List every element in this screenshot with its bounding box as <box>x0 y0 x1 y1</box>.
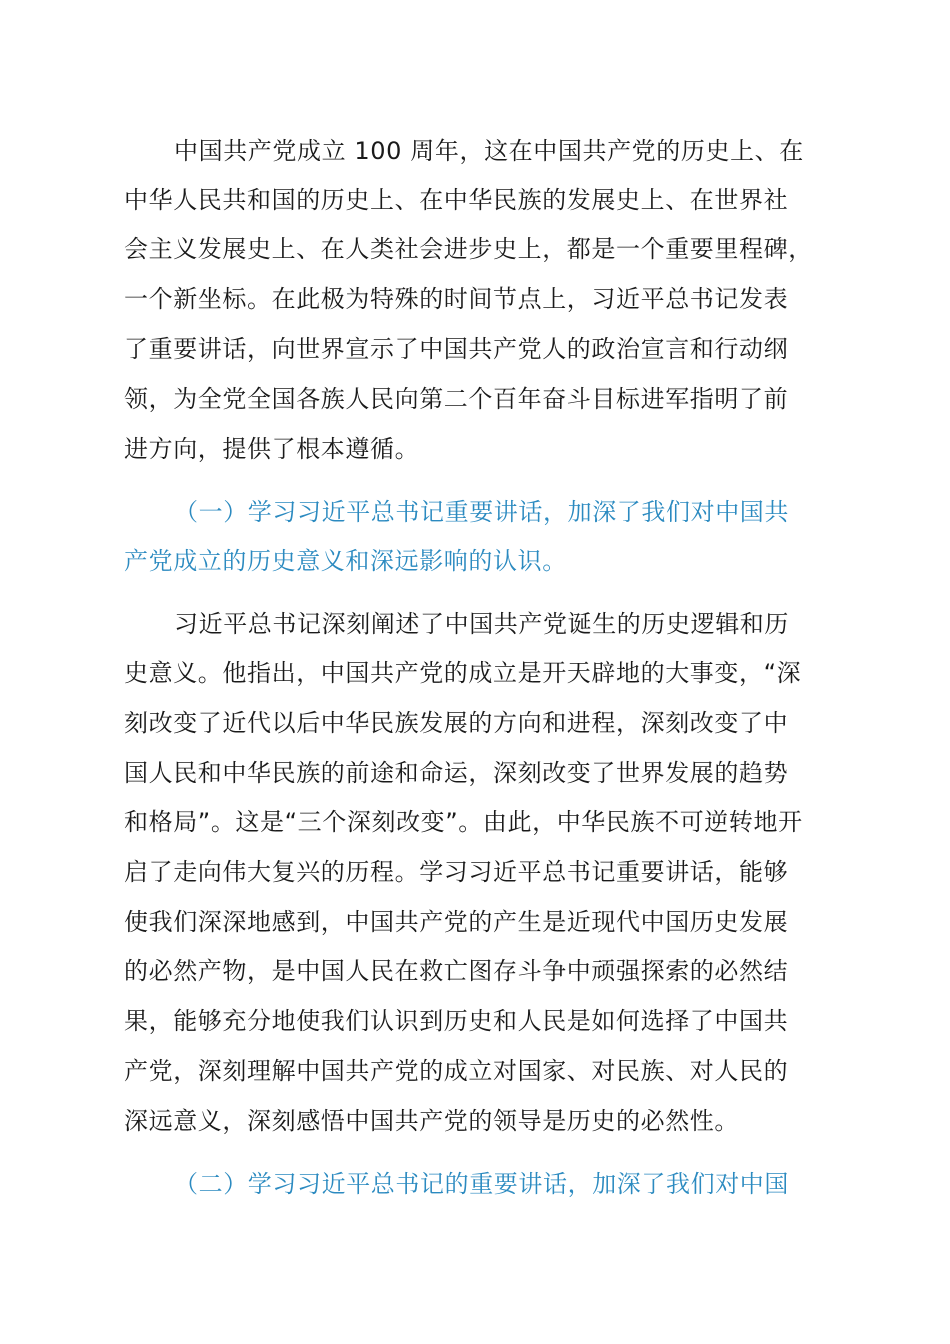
paragraph-line: 产党，深刻理解中国共产党的成立对国家、对民族、对人民的 <box>124 1057 789 1085</box>
paragraph-line: 会主义发展史上、在人类社会进步史上，都是一个重要里程碑， <box>124 235 813 263</box>
paragraph-line: 习近平总书记深刻阐述了中国共产党诞生的历史逻辑和历 <box>174 610 789 638</box>
paragraph-line: 中国共产党成立 100 周年，这在中国共产党的历史上、在 <box>174 137 804 165</box>
paragraph-line: 和格局”。这是“三个深刻改变”。由此，中华民族不可逆转地开 <box>124 808 803 836</box>
paragraph-line: 史意义。他指出，中国共产党的成立是开天辟地的大事变，“深 <box>124 659 802 687</box>
paragraph-line: 的必然产物，是中国人民在救亡图存斗争中顽强探索的必然结 <box>124 957 789 985</box>
paragraph-line: 进方向，提供了根本遵循。 <box>124 435 420 463</box>
heading-line: 产党成立的历史意义和深远影响的认识。 <box>124 547 567 575</box>
paragraph-line: 领，为全党全国各族人民向第二个百年奋斗目标进军指明了前 <box>124 385 789 413</box>
paragraph-line: 果，能够充分地使我们认识到历史和人民是如何选择了中国共 <box>124 1007 789 1035</box>
paragraph-line: 刻改变了近代以后中华民族发展的方向和进程，深刻改变了中 <box>124 709 789 737</box>
paragraph-line: 深远意义，深刻感悟中国共产党的领导是历史的必然性。 <box>124 1107 739 1135</box>
paragraph-line: 启了走向伟大复兴的历程。学习习近平总书记重要讲话，能够 <box>124 858 789 886</box>
heading-line: （二）学习习近平总书记的重要讲话，加深了我们对中国 <box>174 1170 789 1198</box>
heading-line: （一）学习习近平总书记重要讲话，加深了我们对中国共 <box>174 498 789 526</box>
paragraph-line: 中华人民共和国的历史上、在中华民族的发展史上、在世界社 <box>124 186 789 214</box>
paragraph-line: 使我们深深地感到，中国共产党的产生是近现代中国历史发展 <box>124 908 789 936</box>
paragraph-line: 一个新坐标。在此极为特殊的时间节点上，习近平总书记发表 <box>124 285 789 313</box>
paragraph-line: 了重要讲话，向世界宣示了中国共产党人的政治宣言和行动纲 <box>124 335 789 363</box>
paragraph-line: 国人民和中华民族的前途和命运，深刻改变了世界发展的趋势 <box>124 759 789 787</box>
